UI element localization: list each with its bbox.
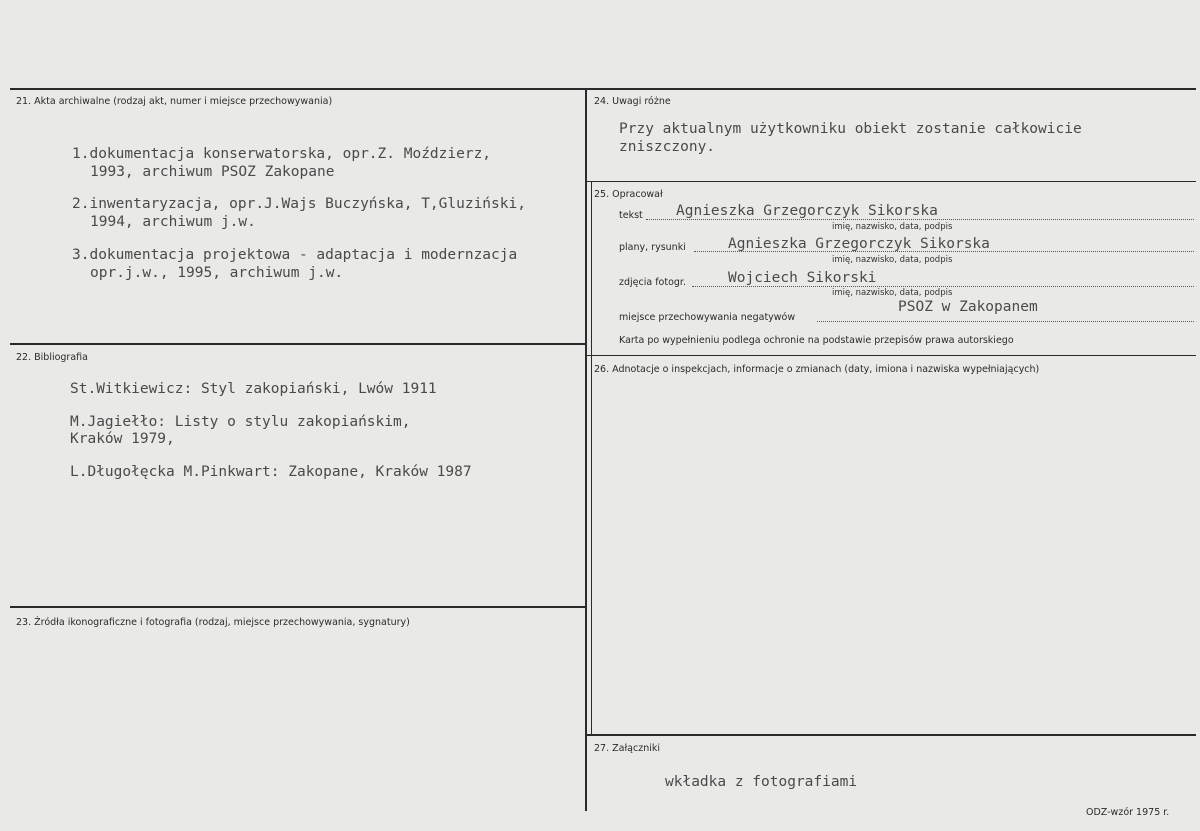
remarks-line-2: zniszczony.	[619, 139, 716, 155]
section-24-header: 24. Uwagi różne	[594, 96, 671, 107]
bibliography-entry-1: St.Witkiewicz: Styl zakopiański, Lwów 1911	[70, 381, 437, 397]
form-id: ODZ-wzór 1975 r.	[1086, 807, 1170, 818]
attachments-value: wkładka z fotografiami	[665, 774, 858, 790]
archive-item-3-line1: 3.dokumentacja projektowa - adaptacja i modernzacja	[72, 247, 518, 263]
plany-caption: imię, nazwisko, data, podpis	[832, 255, 953, 265]
section-25-header: 25. Opracował	[594, 189, 663, 200]
bibliography-entry-2: M.Jagiełło: Listy o stylu zakopiańskim,	[70, 414, 411, 430]
section-21-header: 21. Akta archiwalne (rodzaj akt, numer i miejsce przechowywania)	[16, 96, 333, 107]
plany-value: Agnieszka Grzegorczyk Sikorska	[728, 236, 990, 252]
archive-item-3-line2: opr.j.w., 1995, archiwum j.w.	[90, 265, 344, 281]
bibliography-entry-3: L.Długołęcka M.Pinkwart: Zakopane, Kraków 1987	[70, 464, 472, 480]
tekst-caption: imię, nazwisko, data, podpis	[832, 222, 953, 232]
center-vertical-rule	[585, 88, 587, 811]
zdjecia-caption: imię, nazwisko, data, podpis	[832, 288, 953, 298]
inner-vertical-rule	[591, 181, 592, 734]
right-rule-26-27	[587, 734, 1196, 736]
bibliography-entry-2-cont: Kraków 1979,	[70, 431, 175, 447]
section-26-header: 26. Adnotacje o inspekcjach, informacje o zmianach (daty, imiona i nazwiska wypełniających)	[594, 364, 1040, 375]
right-rule-24-25	[587, 181, 1196, 182]
tekst-value: Agnieszka Grzegorczyk Sikorska	[676, 203, 938, 219]
left-rule-22-23	[10, 606, 585, 608]
archive-item-2-line1: 2.inwentaryzacja, opr.J.Wajs Buczyńska, T,Gluziński,	[72, 196, 526, 212]
remarks-line-1: Przy aktualnym użytkowniku obiekt zostanie całkowicie	[619, 121, 1082, 137]
miejsce-value: PSOZ w Zakopanem	[898, 299, 1038, 315]
miejsce-label: miejsce przechowywania negatywów	[619, 312, 796, 323]
left-rule-21-22	[10, 343, 585, 345]
archive-item-1-line1: 1.dokumentacja konserwatorska, opr.Z. Moździerz,	[72, 146, 492, 162]
miejsce-dotted-line	[817, 321, 1194, 322]
copyright-note: Karta po wypełnieniu podlega ochronie na podstawie przepisów prawa autorskiego	[619, 335, 1014, 346]
section-23-header: 23. Źródła ikonograficzne i fotografia (rodzaj, miejsce przechowywania, sygnatury)	[16, 617, 410, 628]
right-rule-25-26	[587, 355, 1196, 356]
plany-label: plany, rysunki	[619, 242, 686, 253]
tekst-label: tekst	[619, 210, 643, 221]
section-27-header: 27. Załączniki	[594, 743, 660, 754]
section-22-header: 22. Bibliografia	[16, 352, 88, 363]
zdjecia-label: zdjęcia fotogr.	[619, 277, 686, 288]
zdjecia-value: Wojciech Sikorski	[728, 270, 877, 286]
top-horizontal-rule	[10, 88, 1196, 90]
archive-item-2-line2: 1994, archiwum j.w.	[90, 214, 256, 230]
archive-item-1-line2: 1993, archiwum PSOZ Zakopane	[90, 164, 335, 180]
